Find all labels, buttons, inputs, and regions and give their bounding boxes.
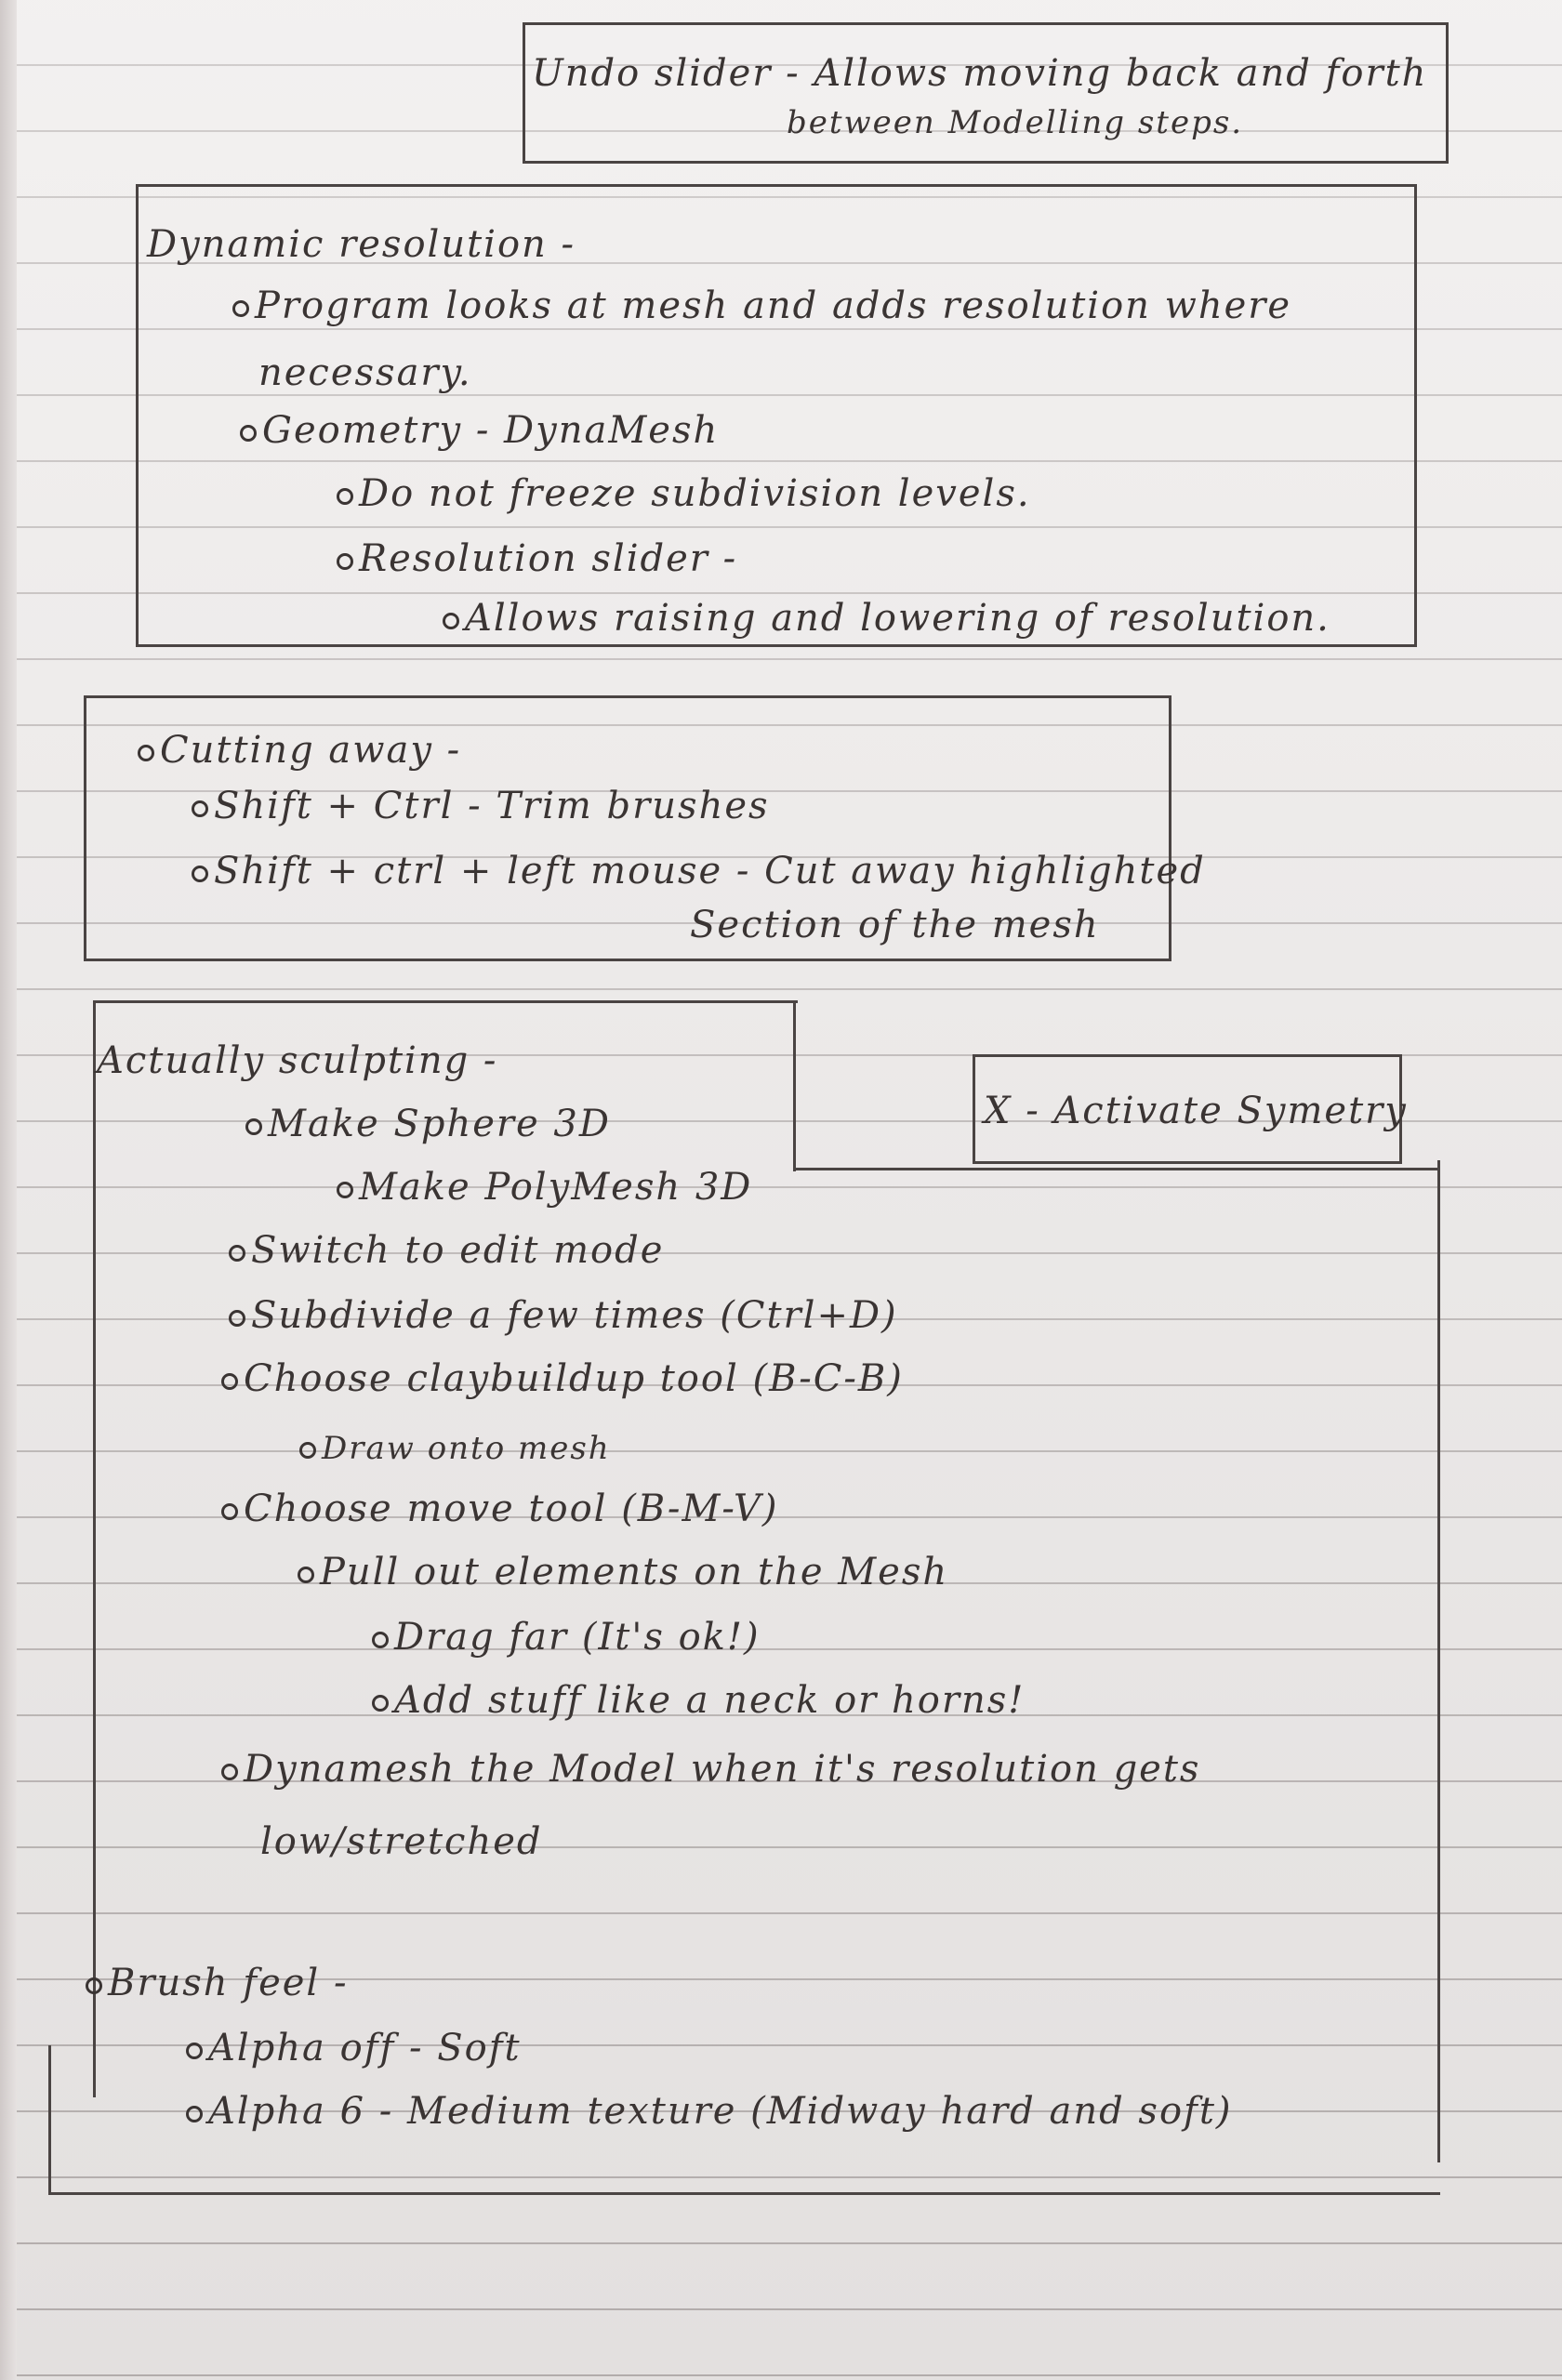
- sculpting-item-6: Draw onto mesh: [299, 1430, 611, 1467]
- bullet-icon: [221, 1503, 238, 1520]
- dynamic-resolution-item3: Do not freeze subdivision levels.: [337, 472, 1031, 515]
- sculpting-item-7: Choose move tool (B-M-V): [221, 1488, 779, 1530]
- bullet-icon: [186, 2106, 203, 2122]
- sculpting-item-3: Switch to edit mode: [229, 1229, 664, 1272]
- bullet-icon: [221, 1373, 238, 1390]
- sculpting-box-notch-bottom: [793, 1168, 1440, 1170]
- brush-feel-item2: Alpha 6 - Medium texture (Midway hard and soft): [186, 2090, 1233, 2133]
- sculpting-item-2: Make PolyMesh 3D: [337, 1166, 752, 1209]
- bullet-icon: [138, 745, 154, 761]
- cutting-away-heading: Cutting away -: [138, 729, 461, 772]
- page-margin: [0, 0, 17, 2380]
- bullet-icon: [186, 2043, 203, 2059]
- bullet-icon: [245, 1118, 262, 1135]
- dynamic-resolution-item2: Geometry - DynaMesh: [240, 409, 719, 452]
- sculpting-item-11-cont: low/stretched: [260, 1820, 543, 1863]
- bullet-icon: [337, 488, 353, 505]
- bullet-icon: [229, 1245, 245, 1262]
- cutting-away-item2: Shift + ctrl + left mouse - Cut away highlighted: [192, 850, 1206, 892]
- sculpting-heading: Actually sculpting -: [97, 1039, 498, 1082]
- cutting-away-item1: Shift + Ctrl - Trim brushes: [192, 785, 770, 827]
- bullet-icon: [337, 553, 353, 570]
- bullet-icon: [240, 425, 257, 442]
- bullet-icon: [298, 1567, 314, 1583]
- symmetry-note: X - Activate Symetry: [984, 1090, 1408, 1132]
- cutting-away-item2-cont: Section of the mesh: [690, 904, 1100, 946]
- sculpting-box-left-lower: [48, 2045, 51, 2194]
- brush-feel-heading: Brush feel -: [86, 1962, 348, 2004]
- dynamic-resolution-item4: Resolution slider -: [337, 537, 737, 580]
- bullet-icon: [229, 1310, 245, 1327]
- brush-feel-item1: Alpha off - Soft: [186, 2027, 522, 2069]
- sculpting-item-10: Add stuff like a neck or horns!: [372, 1679, 1025, 1722]
- sculpting-item-8: Pull out elements on the Mesh: [298, 1551, 948, 1593]
- bullet-icon: [443, 613, 459, 629]
- bullet-icon: [299, 1442, 316, 1459]
- bullet-icon: [372, 1695, 389, 1712]
- undo-note-line1: Undo slider - Allows moving back and forth: [532, 52, 1428, 95]
- sculpting-box-bottom: [48, 2192, 1440, 2195]
- bullet-icon: [337, 1182, 353, 1198]
- bullet-icon: [192, 866, 208, 882]
- sculpting-item-4: Subdivide a few times (Ctrl+D): [229, 1294, 898, 1337]
- bullet-icon: [221, 1764, 238, 1780]
- bullet-icon: [232, 300, 249, 317]
- dynamic-resolution-item1-cont: necessary.: [258, 351, 472, 394]
- sculpting-box-right: [1437, 1160, 1440, 2162]
- sculpting-box-notch-right: [793, 1000, 796, 1171]
- sculpting-item-1: Make Sphere 3D: [245, 1103, 611, 1145]
- bullet-icon: [192, 800, 208, 817]
- dynamic-resolution-item5: Allows raising and lowering of resolution.: [443, 597, 1330, 640]
- bullet-icon: [372, 1632, 389, 1648]
- sculpting-item-11: Dynamesh the Model when it's resolution gets: [221, 1748, 1200, 1791]
- undo-note-line2: between Modelling steps.: [787, 104, 1244, 141]
- dynamic-resolution-heading: Dynamic resolution -: [147, 223, 576, 266]
- sculpting-item-9: Drag far (It's ok!): [372, 1616, 761, 1659]
- bullet-icon: [86, 1977, 102, 1994]
- sculpting-item-5: Choose claybuildup tool (B-C-B): [221, 1357, 904, 1400]
- dynamic-resolution-item1: Program looks at mesh and adds resolution where: [232, 284, 1291, 327]
- sculpting-box-top: [93, 1000, 798, 2097]
